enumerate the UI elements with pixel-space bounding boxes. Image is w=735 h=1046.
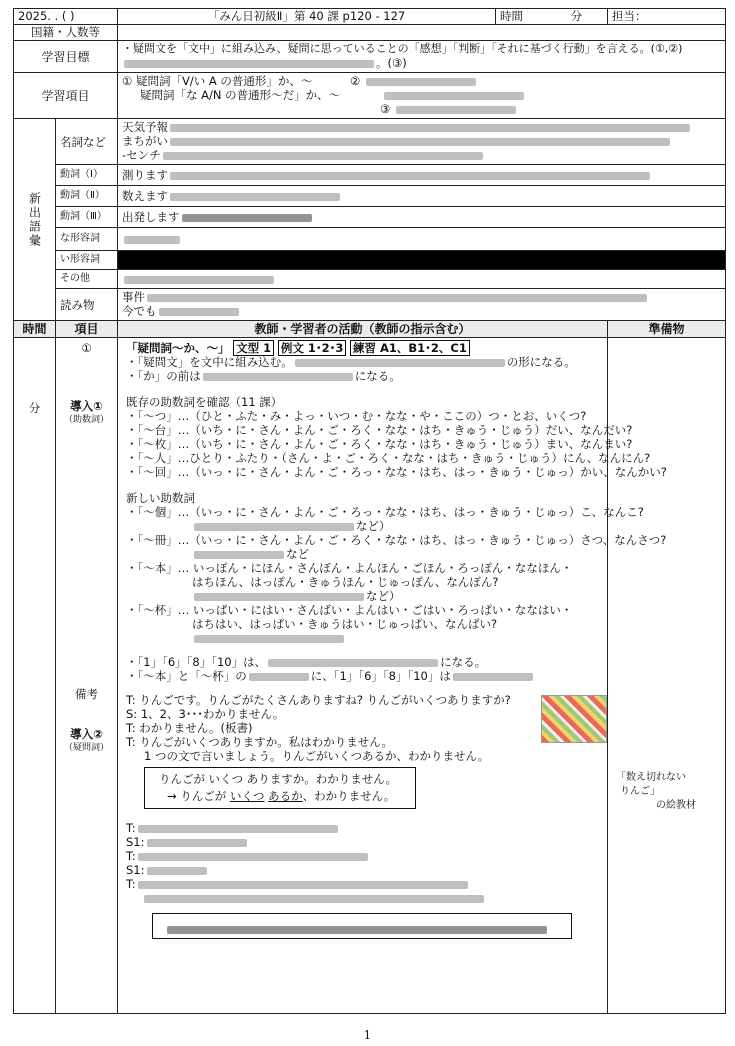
goal-content xyxy=(118,41,726,73)
activity-line: S1: xyxy=(126,835,603,849)
vocab-cat: 動詞（Ⅰ） xyxy=(56,165,118,186)
prep-text: の絵教材 xyxy=(656,800,697,811)
activity-line: 既存の助数詞を確認（11 課） xyxy=(126,395,283,409)
activity-line: 新しい助数詞 xyxy=(126,491,195,505)
note-label: 備考 xyxy=(75,687,98,701)
vocab-label-cell xyxy=(14,119,56,321)
intro2-sub: （疑問詞） xyxy=(63,743,109,753)
apple-image xyxy=(541,695,607,743)
activity-line xyxy=(126,891,603,905)
page-number: 1 xyxy=(363,1028,372,1042)
items-line-1: ① 疑問詞「V/い A の普通形」か、～ ② xyxy=(122,74,721,88)
col-time: 時間 xyxy=(14,321,56,338)
col-item: 項目 xyxy=(56,321,118,338)
activity-line: はちはい、はっぱい・きゅうはい・じゅっぱい、なんばい? xyxy=(192,617,498,631)
activity-line: ・「か」の前は になる。 xyxy=(126,369,401,383)
vocab-words xyxy=(118,228,726,251)
activity-line: ・「～つ」…（ひと・ふた・み・よっ・いつ・む・なな・や・ここの）つ・とお、いくつ? xyxy=(126,409,587,423)
col-activity: 教師・学習者の活動（教師の指示含む） xyxy=(118,321,608,338)
vocab-cat: な形容詞 xyxy=(56,228,118,251)
vocab-cat: 動詞（Ⅲ） xyxy=(56,207,118,228)
nationality-label: 国籍・人数等 xyxy=(14,25,118,41)
items-line-3: ③ xyxy=(122,102,721,116)
col-prep: 準備物 xyxy=(608,321,726,338)
vocab-words: 天気予報 まちがい -センチ xyxy=(118,119,726,165)
activity-title-line: 「疑問詞～か、～」 文型 1 例文 1･2･3 練習 A1、B1･2、C1 xyxy=(126,341,603,355)
activity-line: ・「～回」…（いっ・に・さん・よん・ご・ろっ・なな・はち、はっ・きゅう・じゅっ）かい、なんかい? xyxy=(126,465,667,479)
vocab-cat: その他 xyxy=(56,270,118,289)
lesson-title: 「みん日初級Ⅱ」第 40 課 p120 - 127 xyxy=(118,9,496,25)
items-line-2: 疑問詞「な A/N の普通形～だ」か、～ xyxy=(122,88,721,102)
activity-line: ・「～台」…（いち・に・さん・よん・ご・ろく・なな・はち・きゅう・じゅう）だい、なんだい? xyxy=(126,423,633,437)
activity-line: T: xyxy=(126,849,603,863)
vocab-cat: 読み物 xyxy=(56,289,118,321)
redacted-text xyxy=(124,60,374,68)
plan-time xyxy=(14,338,56,1014)
items-content xyxy=(118,73,726,119)
teacher-cell: 担当： xyxy=(608,9,726,25)
vocab-words: 数えます xyxy=(118,186,726,207)
activity-line: T: xyxy=(126,821,603,835)
activity-line: ・「～本」と「～杯」の に、「1」「6」「8」「10」は xyxy=(126,669,603,683)
vocab-cat: い形容詞 xyxy=(56,251,118,270)
vocab-words: 事件 今でも xyxy=(118,289,726,321)
nationality-value xyxy=(118,25,726,41)
lesson-plan-table xyxy=(13,8,726,1014)
redacted-black-cell xyxy=(118,251,726,270)
vocab-label: 新出語彙 xyxy=(27,191,42,248)
item-number: ① xyxy=(81,341,92,355)
vocab-words: 測ります xyxy=(118,165,726,186)
activity-line: ・「～冊」…（いっ・に・さん・よん・ご・ろく・なな・はち、はっ・きゅう・じゅっ）さつ、なんさつ? xyxy=(126,533,667,547)
items-label: 学習項目 xyxy=(14,73,118,119)
activity-line xyxy=(126,631,603,645)
redacted-box xyxy=(152,913,572,939)
activity-line: ・「～杯」… いっぱい・にはい・さんばい・よんはい・ごはい・ろっぱい・ななはい・ xyxy=(126,603,573,617)
activity-line: ・「～枚」…（いち・に・さん・よん・ご・ろく・なな・はち・きゅう・じゅう）まい、なんまい? xyxy=(126,437,633,451)
time-label: 時間 xyxy=(500,9,524,23)
prep-text: 「数え切れない xyxy=(616,772,687,783)
date-cell: 2025. . ( ) xyxy=(14,9,118,25)
intro1-label: 導入① xyxy=(70,399,103,413)
activity-line: S1: xyxy=(126,863,603,877)
vocab-cat: 名詞など xyxy=(56,119,118,165)
activity-line: など） xyxy=(126,519,603,533)
activity-line: など） xyxy=(126,589,603,603)
activity-line: など xyxy=(126,547,603,561)
activity-line: ・「1」「6」「8」「10」は、 になる。 xyxy=(126,655,487,669)
activity-line: ・「～個」…（いっ・に・さん・よん・ご・ろっ・なな・はち、はっ・きゅう・じゅっ）こ、なんこ? xyxy=(126,505,644,519)
activity-line: T: xyxy=(126,877,603,891)
board-box: りんごが いくつ ありますか。わかりません。 → りんごが いくつ あるか、わかりません。 xyxy=(144,767,416,809)
vocab-words xyxy=(118,270,726,289)
goal-label: 学習目標 xyxy=(14,41,118,73)
intro2-label: 導入② xyxy=(70,727,103,741)
prep-text: りんご」 xyxy=(620,786,661,797)
minutes-label: 分 xyxy=(570,9,583,23)
time-value: 分 xyxy=(28,401,41,415)
intro1-sub: （助数詞） xyxy=(63,415,109,425)
dialogue-block: T: りんごです。りんごがたくさんありますね? りんごがいくつありますか? S: 1、2、3･･･わかりません。 T: わかりません。(板書) T: りんごがいくつありますか。私はわかりません。 1 つの文で言いましょう。りんごがいくつあるか、わかりません。 xyxy=(126,693,603,763)
activity-line: ・「疑問文」を文中に組み込む。 の形になる。 xyxy=(126,355,576,369)
goal-line-1: ・疑問文を「文中」に組み込み、疑問に思っていることの「感想」「判断」「それに基づく行動」を言える。(①,②) xyxy=(122,42,683,55)
activity-line: ・「～本」… いっぽん・にほん・さんぼん・よんほん・ごほん・ろっぽん・ななほん・ xyxy=(126,561,573,575)
vocab-words: 出発します xyxy=(118,207,726,228)
vocab-cat: 動詞（Ⅱ） xyxy=(56,186,118,207)
plan-items xyxy=(56,338,118,1014)
activity-line: ・「～人」…ひとり・ふたり・（さん・よ・ご・ろく・なな・はち・きゅう・じゅう）にん、なんにん? xyxy=(126,451,651,465)
activity-line: はちほん、はっぽん・きゅうほん・じゅっぽん、なんぼん? xyxy=(192,575,499,589)
goal-line-2: 。(③) xyxy=(122,56,721,70)
time-cell xyxy=(496,9,608,25)
